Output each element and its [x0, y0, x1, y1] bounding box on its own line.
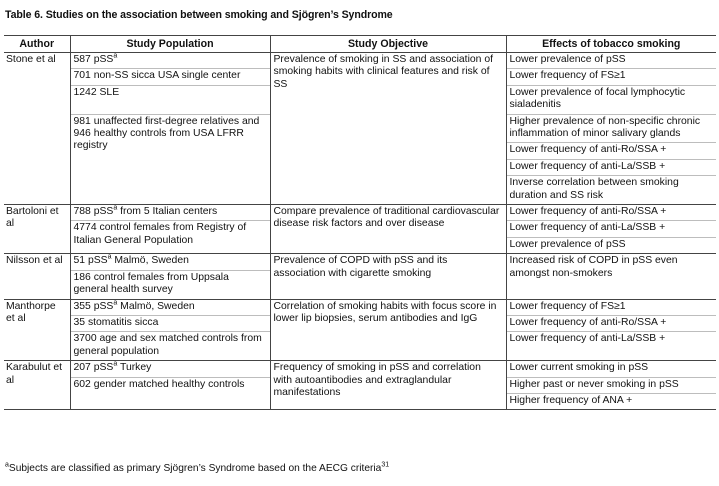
effect-cell: Higher past or never smoking in pSS: [506, 377, 716, 393]
population-rest: Malmö, Sweden: [111, 255, 189, 267]
effect-cell: Lower prevalence of pSS: [506, 53, 716, 69]
table-row: [4, 361, 716, 377]
effect-cell: Increased risk of COPD in pSS even amongst non-smokers: [506, 254, 716, 299]
effect-cell: Lower frequency of anti-La/SSB +: [506, 221, 716, 237]
objective-cell: Frequency of smoking in pSS and correlation with autoantibodies and extraglandular manifestations: [270, 361, 506, 410]
population-text: 355 pSS: [73, 300, 114, 312]
author-cell: Karabulut et al: [4, 361, 70, 410]
footnote-text: Subjects are classified as primary Sjögren’s Syndrome based on the AECG criteria: [8, 463, 382, 474]
header-study-objective: Study Objective: [270, 36, 506, 53]
population-cell: [70, 254, 270, 270]
population-cell: [70, 53, 270, 69]
population-text: 1242 SLE: [73, 86, 120, 98]
objective-cell: Prevalence of smoking in SS and association of smoking habits with clinical features and risk of SS: [270, 53, 506, 205]
table-header-row: [4, 36, 716, 53]
population-rest: Turkey: [117, 362, 152, 374]
objective-cell: Compare prevalence of traditional cardiovascular disease risk factors and over disease: [270, 205, 506, 254]
effect-cell: Higher frequency of ANA +: [506, 393, 716, 409]
population-text: 51 pSS: [73, 255, 108, 267]
effect-cell: Lower frequency of anti-Ro/SSA +: [506, 143, 716, 159]
population-rest: from 5 Italian centers: [117, 206, 218, 218]
population-cell: [70, 332, 270, 361]
population-text: 701 non-SS sicca USA single center: [73, 70, 241, 82]
studies-table: [4, 35, 716, 410]
effect-cell: Lower frequency of anti-Ro/SSA +: [506, 205, 716, 221]
population-sup: a: [113, 204, 118, 212]
effect-cell: Lower frequency of FS≥1: [506, 299, 716, 315]
effect-cell: Lower prevalence of focal lymphocytic sialadenitis: [506, 85, 716, 114]
header-effects: Effects of tobacco smoking: [506, 36, 716, 53]
objective-cell: Correlation of smoking habits with focus score in lower lip biopsies, serum antibodies and IgG: [270, 299, 506, 361]
effect-cell: Lower prevalence of pSS: [506, 237, 716, 253]
table-caption: Table 6. Studies on the association between smoking and Sjögren’s Syndrome: [5, 9, 393, 21]
population-cell: [70, 315, 270, 331]
author-cell: Manthorpe et al: [4, 299, 70, 361]
population-cell: [70, 114, 270, 204]
population-cell: [70, 377, 270, 410]
author-cell: Bartoloni et al: [4, 205, 70, 254]
table-row: [4, 299, 716, 315]
effect-cell: Lower frequency of anti-La/SSB +: [506, 332, 716, 361]
author-cell: Stone et al: [6, 54, 56, 65]
population-cell: [70, 361, 270, 377]
population-text: 207 pSS: [73, 362, 114, 374]
population-text: 587 pSS: [73, 54, 114, 65]
population-text: 788 pSS: [73, 206, 114, 218]
population-sup: a: [113, 360, 118, 368]
effect-cell: Higher prevalence of non-specific chronic inflammation of minor salivary glands: [506, 114, 716, 143]
population-text: 4774 control females from Registry of Italian General Population: [73, 222, 247, 246]
header-study-population: Study Population: [70, 36, 270, 53]
table-row: [4, 53, 716, 69]
effect-cell: Lower frequency of FS≥1: [506, 69, 716, 85]
population-text: 186 control females from Uppsala general health survey: [73, 271, 229, 296]
effect-cell: Lower frequency of anti-La/SSB +: [506, 159, 716, 175]
header-author: Author: [4, 36, 70, 53]
population-cell: [70, 270, 270, 299]
population-cell: [70, 85, 270, 114]
population-text: 981 unaffected first-degree relatives and 946 healthy controls from USA LFRR registry: [73, 115, 260, 152]
author-cell: Nilsson et al: [4, 254, 70, 299]
table-row: [4, 205, 716, 221]
population-sup: a: [113, 52, 118, 60]
footnote: [5, 463, 389, 474]
table-body: [4, 53, 716, 410]
population-cell: [70, 69, 270, 85]
effect-cell: Lower frequency of anti-Ro/SSA +: [506, 315, 716, 331]
population-rest: Malmö, Sweden: [117, 300, 195, 312]
population-text: 35 stomatitis sicca: [73, 316, 159, 328]
population-sup: a: [113, 299, 118, 307]
effect-cell: Lower current smoking in pSS: [506, 361, 716, 377]
objective-cell: Prevalence of COPD with pSS and its association with cigarette smoking: [270, 254, 506, 299]
footnote-mark: a: [5, 461, 9, 469]
table-row: [4, 254, 716, 270]
footnote-ref: 31: [381, 461, 390, 469]
population-cell: [70, 205, 270, 221]
population-cell: [70, 221, 270, 254]
population-text: 602 gender matched healthy controls: [73, 378, 245, 390]
population-sup: a: [107, 253, 112, 261]
effect-cell: Inverse correlation between smoking duration and SS risk: [506, 176, 716, 205]
population-cell: [70, 299, 270, 315]
population-text: 3700 age and sex matched controls from general population: [73, 333, 262, 357]
